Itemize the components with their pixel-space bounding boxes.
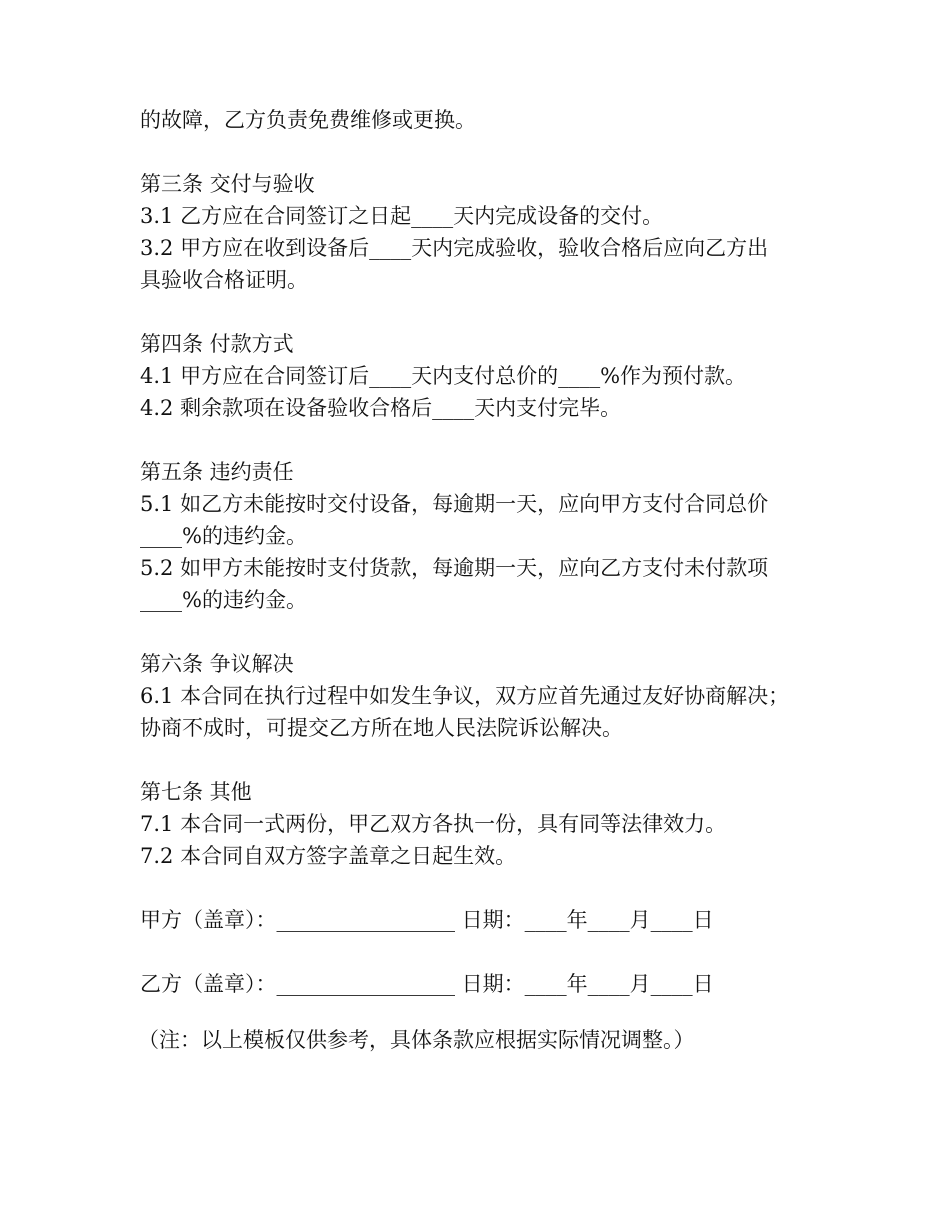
clause-line: 7.2 本合同自双方签字盖章之日起生效。 — [140, 844, 517, 868]
clause-line: 协商不成时，可提交乙方所在地人民法院诉讼解决。 — [140, 716, 623, 740]
section-dispute — [140, 648, 840, 744]
clause-line: 5.2 如甲方未能按时支付货款，每逾期一天，应向乙方支付未付款项 — [140, 556, 769, 580]
clause-line: 3.2 甲方应在收到设备后____天内完成验收，验收合格后应向乙方出 — [140, 236, 769, 260]
section-payment — [140, 328, 840, 424]
section-heading: 第六条 争议解决 — [140, 652, 294, 676]
party-a-signature: 甲方（盖章）：_________________ 日期：____年____月____日 — [140, 908, 714, 932]
clause-line: 7.1 本合同一式两份，甲乙双方各执一份，具有同等法律效力。 — [140, 812, 727, 836]
clause-line: 4.1 甲方应在合同签订后____天内支付总价的____%作为预付款。 — [140, 364, 747, 388]
clause-line: 3.1 乙方应在合同签订之日起____天内完成设备的交付。 — [140, 204, 664, 228]
continuation-text: 的故障，乙方负责免费维修或更换。 — [140, 108, 476, 132]
section-heading: 第四条 付款方式 — [140, 332, 294, 356]
clause-line: ____%的违约金。 — [140, 588, 307, 612]
section-delivery — [140, 168, 840, 296]
section-heading: 第五条 违约责任 — [140, 460, 294, 484]
contract-page — [140, 104, 840, 1056]
section-other — [140, 776, 840, 872]
section-heading: 第三条 交付与验收 — [140, 172, 315, 196]
template-note: （注：以上模板仅供参考，具体条款应根据实际情况调整。） — [138, 1028, 695, 1052]
section-heading: 第七条 其他 — [140, 780, 252, 804]
party-b-signature: 乙方（盖章）：_________________ 日期：____年____月____日 — [140, 972, 714, 996]
clause-line: 具验收合格证明。 — [140, 268, 308, 292]
clause-line: 4.2 剩余款项在设备验收合格后____天内支付完毕。 — [140, 396, 622, 420]
clause-line: ____%的违约金。 — [140, 524, 307, 548]
clause-line: 5.1 如乙方未能按时交付设备，每逾期一天，应向甲方支付合同总价 — [140, 492, 769, 516]
clause-line: 6.1 本合同在执行过程中如发生争议，双方应首先通过友好协商解决； — [140, 684, 790, 708]
section-liability — [140, 456, 840, 616]
